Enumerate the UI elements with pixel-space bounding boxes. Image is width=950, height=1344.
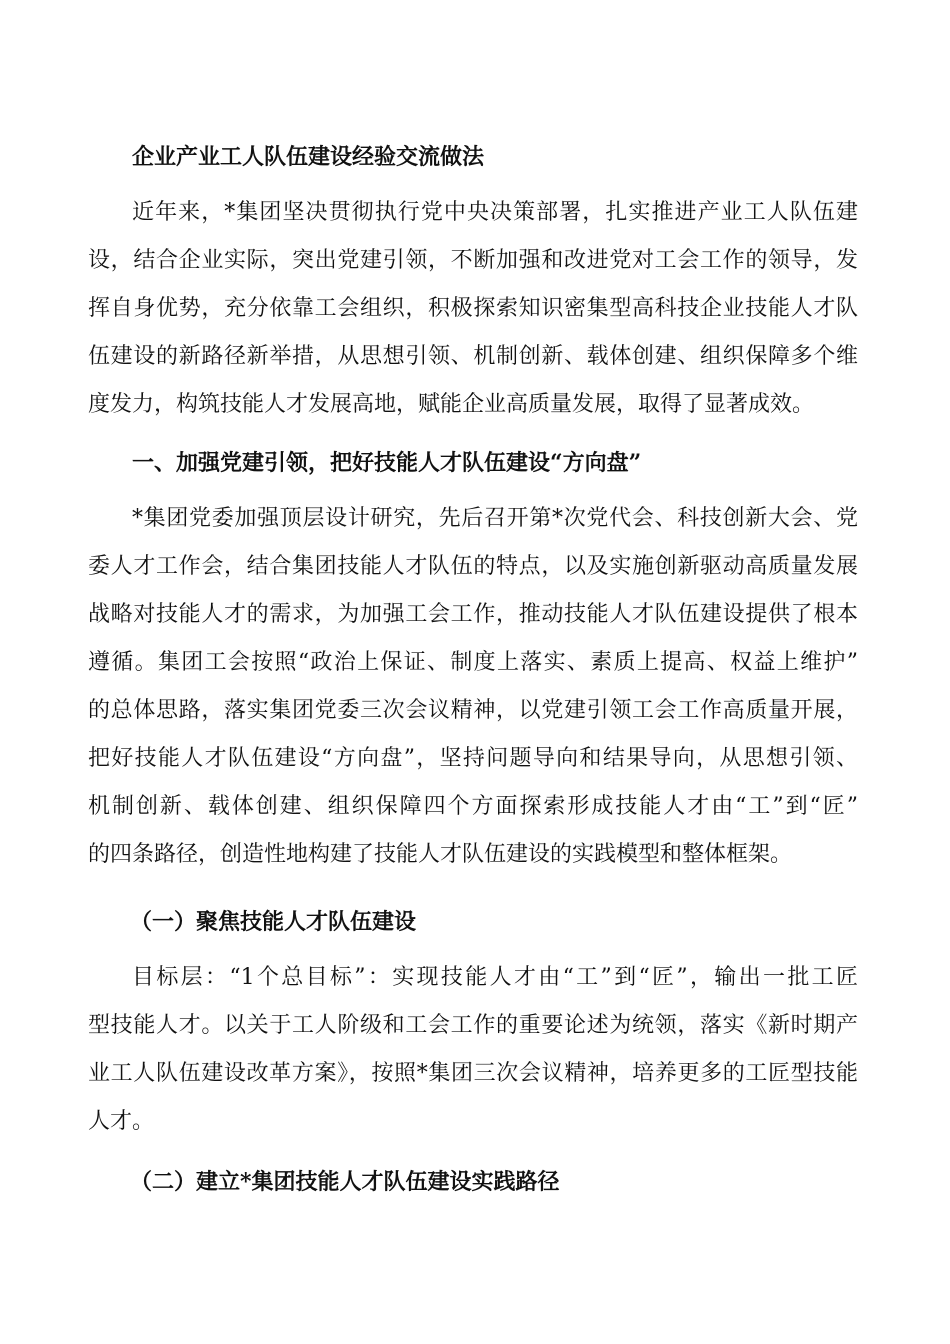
paragraph-line: 机制创新、载体创建、组织保障四个方面探索形成技能人才由“工”到“匠” xyxy=(88,794,858,819)
paragraph-line: 把好技能人才队伍建设“方向盘”，坚持问题导向和结果导向，从思想引领、 xyxy=(88,746,858,771)
paragraph-line: 型技能人才。以关于工人阶级和工会工作的重要论述为统领，落实《新时期产 xyxy=(88,1013,858,1038)
paragraph-line: 挥自身优势，充分依靠工会组织，积极探索知识密集型高科技企业技能人才队 xyxy=(88,296,858,321)
paragraph-line: 人才。 xyxy=(88,1109,155,1134)
subsection-heading: （一）聚焦技能人才队伍建设 xyxy=(130,909,417,935)
paragraph-line: 设，结合企业实际，突出党建引领，不断加强和改进党对工会工作的领导，发 xyxy=(88,248,858,273)
paragraph-line: 业工人队伍建设改革方案》，按照*集团三次会议精神，培养更多的工匠型技能 xyxy=(88,1061,858,1086)
paragraph-line: 伍建设的新路径新举措，从思想引领、机制创新、载体创建、组织保障多个维 xyxy=(88,344,858,369)
paragraph-line: *集团党委加强顶层设计研究，先后召开第*次党代会、科技创新大会、党 xyxy=(132,506,858,531)
paragraph-line: 度发力，构筑技能人才发展高地，赋能企业高质量发展，取得了显著成效。 xyxy=(88,392,815,417)
paragraph-line: 委人才工作会，结合集团技能人才队伍的特点，以及实施创新驱动高质量发展 xyxy=(88,554,858,579)
section-heading: 一、加强党建引领，把好技能人才队伍建设“方向盘” xyxy=(132,450,642,476)
subsection-heading: （二）建立*集团技能人才队伍建设实践路径 xyxy=(130,1169,560,1195)
paragraph-line: 近年来，*集团坚决贯彻执行党中央决策部署，扎实推进产业工人队伍建 xyxy=(132,200,858,225)
paragraph-line: 的四条路径，创造性地构建了技能人才队伍建设的实践模型和整体框架。 xyxy=(88,842,793,867)
document-title: 企业产业工人队伍建设经验交流做法 xyxy=(132,144,485,170)
paragraph-line: 目标层：“1个总目标”：实现技能人才由“工”到“匠”，输出一批工匠 xyxy=(132,965,858,990)
paragraph-line: 遵循。集团工会按照“政治上保证、制度上落实、素质上提高、权益上维护” xyxy=(88,650,858,675)
paragraph-line: 战略对技能人才的需求，为加强工会工作，推动技能人才队伍建设提供了根本 xyxy=(88,602,858,627)
paragraph-line: 的总体思路，落实集团党委三次会议精神，以党建引领工会工作高质量开展， xyxy=(88,698,858,723)
